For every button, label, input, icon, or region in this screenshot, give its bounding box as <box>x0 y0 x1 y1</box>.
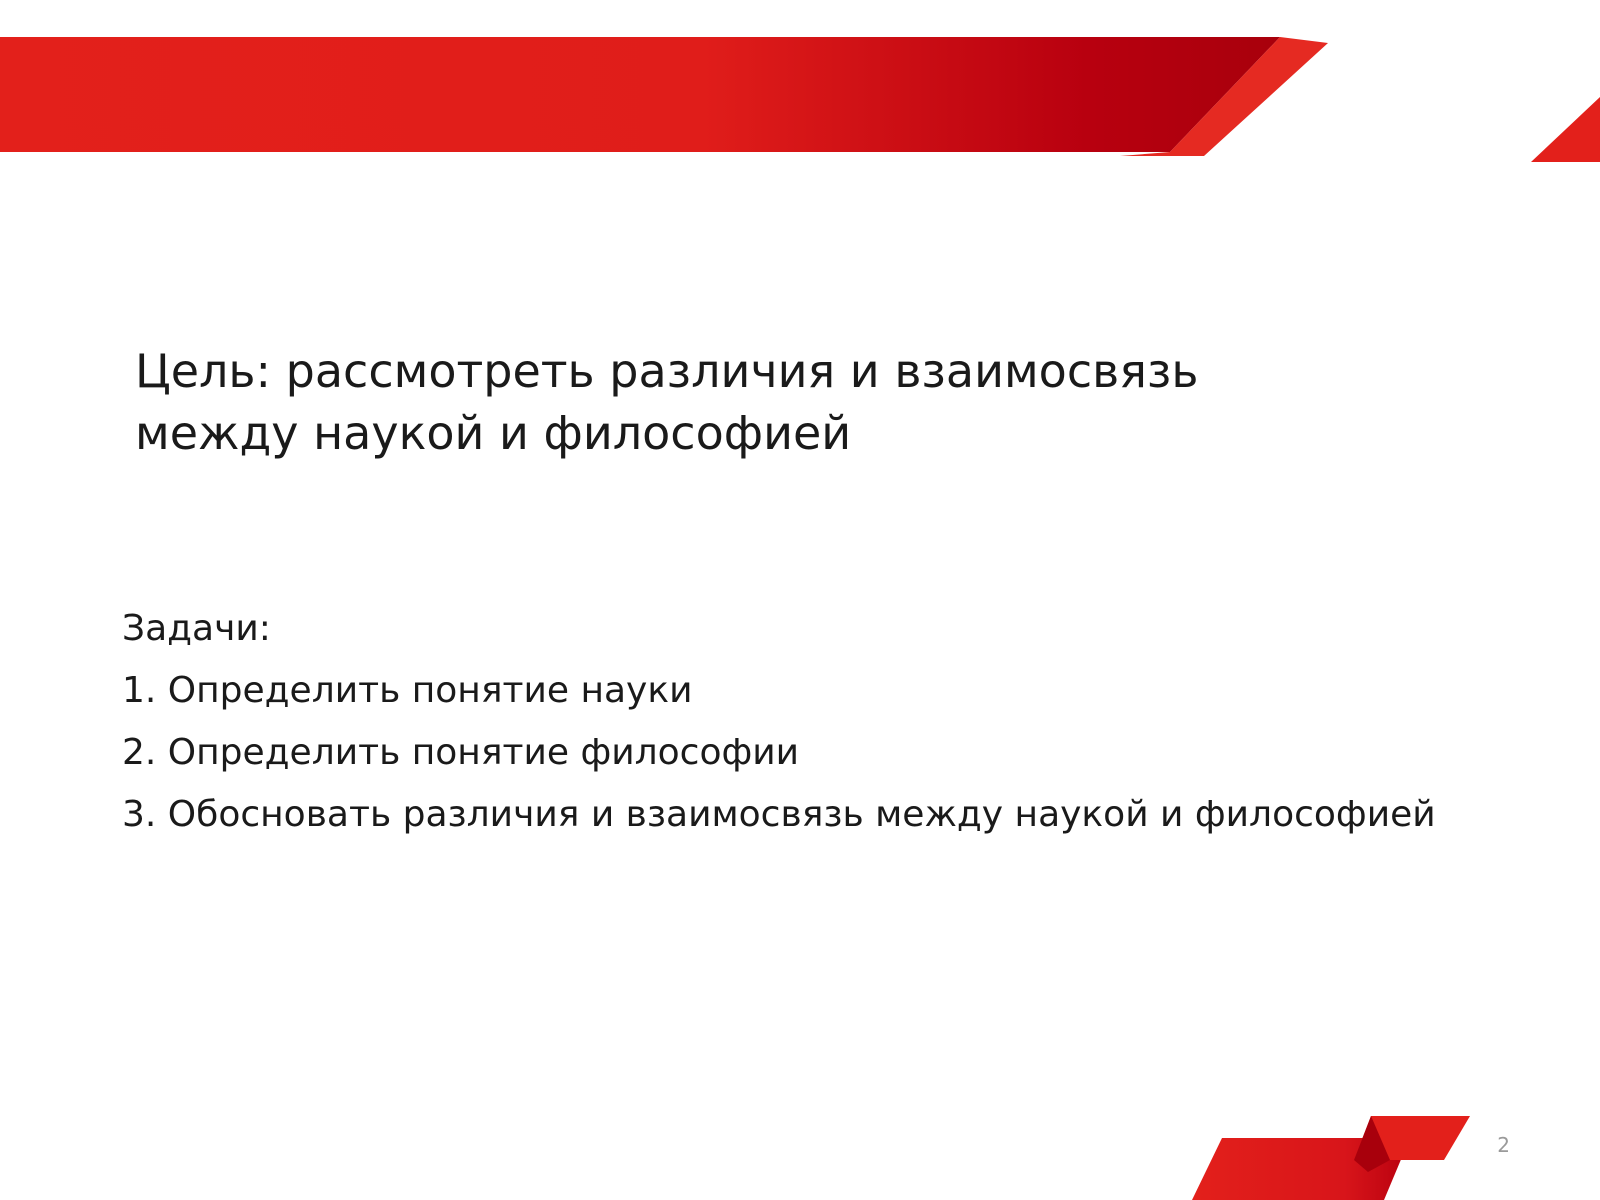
tasks-list <box>122 660 1502 846</box>
tasks-section <box>122 598 1502 846</box>
corner-accent <box>1531 97 1600 162</box>
task-item: 3. Обосновать различия и взаимосвязь между наукой и философией <box>122 794 1436 835</box>
slide-title: Цель: рассмотреть различия и взаимосвязь между наукой и философией <box>135 344 1199 460</box>
task-item: 2. Определить понятие философии <box>122 732 800 773</box>
slide-number: 2 <box>1497 1133 1510 1157</box>
top-banner <box>0 37 1280 152</box>
tasks-heading: Задачи: <box>122 608 271 649</box>
task-item: 1. Определить понятие науки <box>122 670 693 711</box>
